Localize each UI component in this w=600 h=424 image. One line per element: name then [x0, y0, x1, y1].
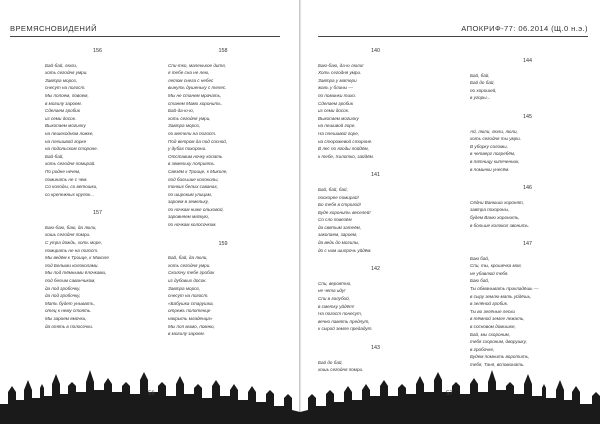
poem-line: в могилу зароем.: [45, 100, 82, 106]
poem-line: Свезём к Троице, к Миколе,: [168, 168, 228, 174]
poem-line: к тебе, Хилотко, зайдём.: [318, 153, 375, 159]
poem-line: Мы под тёмными ёлочками,: [45, 270, 107, 276]
poem-line: Бай-бай,: [45, 153, 64, 159]
poem-line: На плешивой горе,: [318, 130, 360, 136]
poem-line: на пешивой горе.: [318, 123, 356, 129]
poem-line: В лес по ягоды пойдём,: [318, 146, 369, 152]
poem-number: 140: [371, 48, 380, 54]
poem-line: завтра похороны,: [470, 207, 510, 213]
poem-line: заровняем мягкую,: [168, 214, 210, 220]
poem-spacer: [168, 229, 278, 239]
poem-line: Мы не станем мрачать,: [168, 92, 222, 98]
poem-line: у дубах похорони.: [168, 146, 207, 152]
poem-line: поминать не с чем.: [45, 176, 88, 182]
poem-line: на пешеходном ложке,: [45, 130, 94, 136]
right-page-header: АПОКРИФ-77: 06.2014 (Щ.0 н.э.): [318, 24, 588, 37]
poem-line: Сделаем гробик: [318, 100, 354, 106]
poem-line: да ведь до могилы,: [318, 240, 360, 246]
poem-line: в четверг погребём,: [470, 151, 516, 157]
right-page-number: 57: [446, 391, 453, 397]
poem-line: Сделаем гробик: [45, 108, 81, 114]
poem-line: Бай до бай,: [318, 359, 343, 365]
poem-line: станем Мамо хоронить.: [168, 100, 223, 106]
poem-line: поскорее помирай!: [318, 194, 359, 200]
poem-line: в могилу зароем.: [168, 331, 205, 337]
poem-line: Бай-да-ю-ю,: [168, 108, 194, 114]
poem-line: по ночкам ниже ольховой,: [168, 206, 224, 212]
poem-number: 157: [93, 210, 102, 217]
poem-line: да под гробочку,: [45, 285, 81, 291]
poem-line: из дубовых досок.: [168, 278, 207, 284]
poem-line: отрежь полотенце: [168, 308, 211, 314]
poem-line: по хорошей,: [470, 87, 497, 93]
poem-line: в земельку поприять.: [168, 161, 216, 167]
poem-line: Бай, бай,: [470, 72, 490, 78]
poem-line: на подольском стороне.: [45, 146, 98, 152]
poem-line: снесут на погост.: [45, 85, 86, 91]
poem-line: Будем помнить воротить,: [470, 354, 530, 360]
poem-line: да под гробочку,: [45, 293, 81, 299]
poem-line: до с ним шипрочь уйдём.: [318, 247, 372, 253]
poem-line: Отставим ночку копать: [168, 153, 223, 159]
poem-line: Ай, люли, люли, люли,: [470, 128, 518, 134]
poem-line: Баю бай,: [470, 278, 490, 284]
poem-line: в гробочке,: [470, 346, 495, 352]
poem-line: со крепежных крупок...: [45, 191, 95, 197]
poem-number: 158: [218, 48, 228, 54]
poem-line: в сметку уйдёт!: [318, 303, 355, 309]
poem-line: На погост понесут,: [318, 311, 363, 317]
poem-line: Баю бай,: [470, 255, 490, 261]
poem-line: Бай, бай, да люли,: [168, 255, 208, 261]
poem-number: 159: [218, 240, 228, 247]
poem-line: Баю-баю, да-ю люли!: [318, 62, 364, 68]
poem-line: Завтра мороз,: [168, 285, 201, 291]
poem-number: 142: [371, 266, 380, 273]
poem-number: 156: [93, 48, 102, 54]
poem-line: я тебе сна не лею,: [168, 70, 210, 76]
poem-line: Баю-баю, баю, да люли,: [45, 224, 97, 230]
poem-line: хошь сегодня помри.: [45, 232, 91, 238]
poem-line: под большие колоколы,: [168, 176, 219, 182]
poem-line: Со сло повезём: [318, 217, 352, 223]
poem-spacer: [318, 254, 433, 264]
poem-line: Выкопаем могилку: [318, 115, 359, 121]
poem-number: 141: [371, 172, 380, 179]
poem-line: тебя схороним, дворушку,: [470, 339, 527, 345]
poem-line: в больше колокол звонить.: [470, 222, 530, 228]
poem-line: в поминки унесём.: [470, 166, 510, 172]
poem-line: вечно память предлут,: [318, 318, 370, 324]
poem-spacer: [470, 173, 585, 183]
poem-number: 147: [523, 241, 532, 248]
left-page-header: ВРЕМЯСНОВИДЕНИЙ: [10, 24, 280, 37]
poem-line: Бай-бай, люли,: [45, 62, 78, 68]
poem-line: из семи досок.: [45, 115, 77, 121]
poem-line: Мы зароем ямочки,: [45, 316, 87, 321]
poem-line: Мать будет уныватъ,: [45, 300, 95, 306]
right-page-column-1: [318, 46, 433, 374]
poem-line: Ты во зелёные лески: [470, 308, 515, 314]
poem-line: да опять в полосочки.: [45, 323, 94, 329]
poem-line: хоть сегодня ты умри.: [470, 136, 522, 142]
left-page-column-2: [168, 46, 278, 338]
poem-line: хоть сегодня умри.: [45, 70, 88, 76]
poem-line: Спи в голубой,: [318, 296, 350, 302]
poem-number: 143: [371, 345, 380, 351]
poem-spacer: [318, 333, 433, 343]
poem-line: Сколочу тебе гробок: [168, 270, 215, 276]
poem-line: Бай, бай, бай,: [318, 186, 348, 192]
poem-line: вынуть душеньку с телес.: [168, 85, 227, 91]
poem-number: 145: [523, 113, 532, 120]
poem-line: Спи, вероятно,: [318, 280, 352, 286]
poem-line: накрыть младенца»: [168, 316, 213, 321]
poem-line: в угоры...: [470, 95, 491, 101]
skyline-silhouette: [0, 362, 600, 424]
poem-line: в сосновом домишке,: [470, 324, 516, 330]
poem-line: хоть сегодня умри.: [168, 262, 211, 268]
poem-line: по ночкам колосочком.: [168, 222, 217, 228]
poem-line: Под ветром да под сосной,: [168, 138, 228, 144]
poem-line: да святым затеём,: [318, 224, 362, 230]
poem-line: под белым саванчиком,: [45, 278, 96, 284]
poem-line: Бо тебя в строгой!: [318, 202, 361, 208]
poem-line: под Белыми колоколами.: [45, 262, 99, 268]
left-page-number: 56: [148, 391, 155, 397]
poem-line: хошь сегодня помри.: [318, 367, 364, 373]
poem-line: Сёдни Ванюша хоронят,: [470, 199, 524, 205]
poem-line: отец к нему стоять.: [45, 308, 92, 314]
poem-line: летом снега с небес: [168, 77, 214, 83]
poem-line: жаль у блины —: [318, 85, 353, 91]
poem-line: хоть сегодня умри,: [168, 115, 211, 121]
poem-line: зароем в земельку,: [168, 199, 209, 205]
poem-number: 146: [523, 185, 532, 192]
poem-line: не чета иду!: [318, 288, 346, 294]
poem-line: Мы попоем, повоем,: [45, 92, 89, 98]
poem-line: в зелёной гробик.: [470, 301, 509, 307]
poem-line: Хоть сегодня умри.: [318, 70, 362, 76]
poem-line: Бай, мы схороним,: [470, 331, 511, 337]
book-spine: [299, 0, 301, 424]
poem-line: на плешивой горке: [45, 138, 87, 144]
poem-line: в тёмной земле лежать,: [470, 316, 525, 322]
poem-line: на сторожевой стороне.: [318, 138, 373, 144]
poem-line: Буде хоронить веселей!: [318, 209, 371, 215]
poem-line: По родне нечем,: [45, 168, 81, 174]
poem-line: помирать не на погост.: [45, 247, 99, 253]
poem-spacer: [318, 160, 433, 170]
poem-line: Со колоды, со ветошки,: [45, 184, 98, 190]
poem-line: по метели на погост.: [168, 130, 217, 136]
poem-number: 144: [523, 58, 532, 64]
poem-line: С утра дождь, хоть море,: [45, 240, 103, 246]
poem-line: Завтра у матери: [318, 77, 357, 83]
poem-line: снесут на погост.: [168, 293, 209, 299]
poem-line: Бай до бай,: [470, 80, 495, 86]
poem-line: хоть сегодня помирай.: [45, 161, 96, 167]
poem-line: Ты обманывать прикладёшь —: [470, 286, 539, 292]
poem-spacer: [470, 229, 585, 239]
poem-line: Мы поп мимо, помню,: [168, 323, 215, 329]
poem-line: к сырой земле предадут.: [318, 326, 373, 332]
poem-spacer: [470, 102, 585, 112]
poem-line: по поминки тихо.: [318, 92, 357, 98]
poem-line: по широким улицам,: [168, 191, 213, 197]
poem-line: Мы ведём к Троице, к Миколе: [45, 255, 109, 261]
left-page-column-1: [45, 46, 150, 330]
poem-line: Завтра мороз,: [45, 77, 78, 83]
poem-line: из семи досок.: [318, 108, 350, 114]
poem-line: тебя, Таня, вспоминать.: [470, 362, 525, 367]
poem-line: тонких белых саванах,: [168, 184, 219, 190]
poem-line: В уборку соломы,: [470, 143, 508, 149]
poem-line: Завтра мороз,: [168, 123, 201, 129]
right-page-column-2: [470, 56, 585, 369]
poem-spacer: [45, 198, 150, 208]
poem-line: не убавлюй тебя.: [470, 270, 509, 276]
poem-line: Выкопаем могилку: [45, 123, 86, 129]
poem-line: в пятницу кипяченник,: [470, 158, 520, 164]
poem-line: будем Ваню хоронить,: [470, 214, 520, 220]
poem-line: Спи, ты, крошечка моя,: [470, 263, 522, 269]
poem-line: «Бабушка старушка,: [168, 300, 214, 306]
poem-line: закопаем, зароем,: [318, 232, 358, 238]
poem-line: Спи-тко, маленькое дитя,: [168, 62, 226, 68]
poem-line: в сыру землю-мать уйдёшь,: [470, 293, 532, 299]
